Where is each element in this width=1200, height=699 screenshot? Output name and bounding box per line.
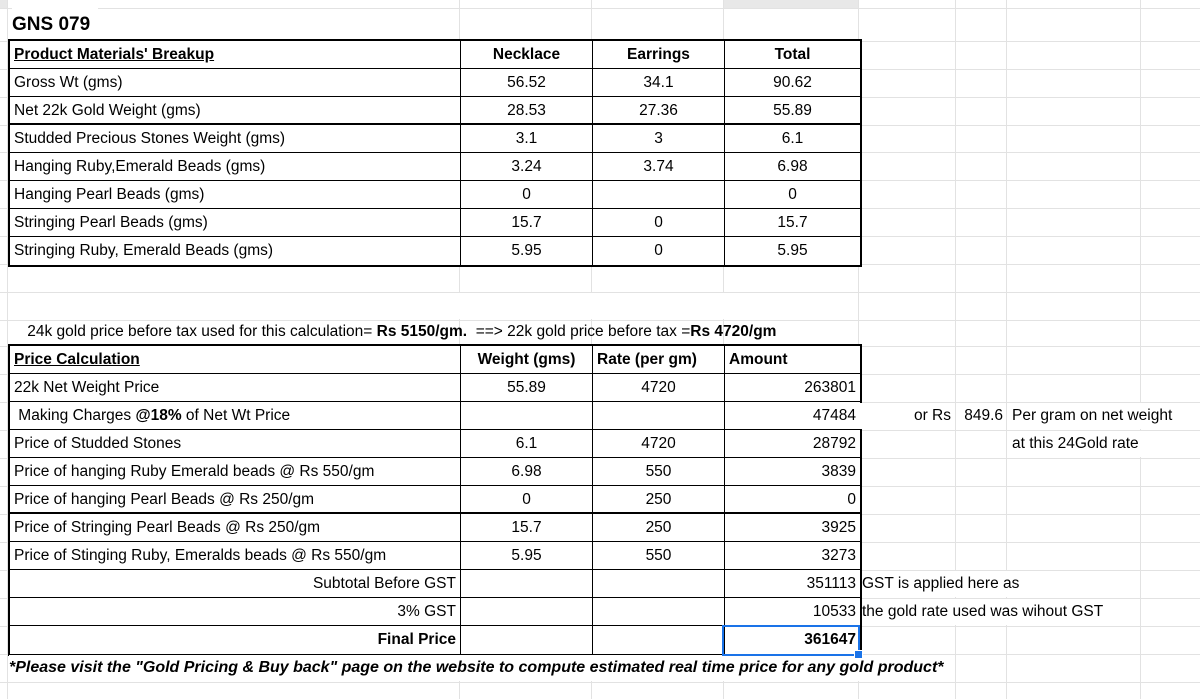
row-label-cell[interactable]: Studded Precious Stones Weight (gms) [10, 125, 461, 153]
subtotal-label-cell[interactable]: Subtotal Before GST [10, 570, 461, 598]
value-cell[interactable] [593, 402, 725, 430]
row-label-cell[interactable]: Net 22k Gold Weight (gms) [10, 97, 461, 125]
gold-price-note-text2: ==> 22k gold price before tax = [467, 323, 691, 340]
value-cell[interactable]: 34.1 [593, 69, 725, 97]
column-header-weight[interactable]: Weight (gms) [461, 346, 593, 374]
shaded-cell [0, 0, 7, 8]
gold-price-24k-value: Rs 5150/gm. [376, 323, 468, 340]
value-cell[interactable]: 0 [461, 486, 593, 514]
value-cell[interactable]: 550 [593, 542, 725, 570]
row-label-cell[interactable]: Price of Studded Stones [10, 430, 461, 458]
shaded-cell [724, 0, 858, 8]
value-cell[interactable]: 4720 [593, 430, 725, 458]
value-cell[interactable]: 250 [593, 486, 725, 514]
amount-cell[interactable]: 47484 [725, 402, 860, 430]
value-cell[interactable]: 6.1 [461, 430, 593, 458]
gold-price-note-text: 24k gold price before tax used for this calculation= [27, 323, 377, 340]
row-label-cell[interactable]: 22k Net Weight Price [10, 374, 461, 402]
value-cell[interactable]: 55.89 [725, 97, 860, 125]
value-cell[interactable]: 27.36 [593, 97, 725, 125]
selection-fill-handle[interactable] [854, 650, 863, 659]
value-cell[interactable]: 3.74 [593, 153, 725, 181]
value-cell[interactable]: 5.95 [461, 237, 593, 265]
value-cell[interactable]: 15.7 [461, 514, 593, 542]
label-text: Making Charges [14, 407, 136, 424]
amount-cell[interactable]: 3839 [725, 458, 860, 486]
gst-note-line1-cell[interactable]: GST is applied here as [862, 571, 1025, 597]
amount-cell[interactable]: 3273 [725, 542, 860, 570]
value-cell[interactable]: 3 [593, 125, 725, 153]
label-text: of Net Wt Price [181, 407, 291, 424]
price-table [8, 344, 862, 656]
row-label-cell[interactable]: Hanging Pearl Beads (gms) [10, 181, 461, 209]
column-header-amount[interactable]: Amount [725, 346, 860, 374]
final-price-amount-cell[interactable]: 361647 [804, 631, 856, 648]
final-price-label-cell[interactable]: Final Price [10, 626, 461, 654]
gst-label-cell[interactable]: 3% GST [10, 598, 461, 626]
row-label-cell[interactable]: Stringing Ruby, Emerald Beads (gms) [10, 237, 461, 265]
gridline-h [0, 682, 1200, 683]
materials-table [8, 39, 862, 267]
value-cell[interactable] [593, 626, 725, 654]
row-label-cell[interactable]: Gross Wt (gms) [10, 69, 461, 97]
row-label-cell[interactable]: Price of Stinging Ruby, Emeralds beads @ Rs 550/gm [10, 542, 461, 570]
value-cell[interactable]: 90.62 [725, 69, 860, 97]
selected-cell-outline[interactable] [722, 625, 860, 656]
column-header-total[interactable]: Total [725, 41, 860, 69]
value-cell[interactable]: 15.7 [725, 209, 860, 237]
row-label-cell[interactable]: Price of hanging Ruby Emerald beads @ Rs 550/gm [10, 458, 461, 486]
gold-price-note-cell[interactable] [10, 293, 782, 340]
value-cell[interactable]: 0 [461, 181, 593, 209]
materials-header-text: Product Materials' Breakup [14, 46, 215, 63]
materials-header-cell[interactable] [10, 41, 461, 69]
value-cell[interactable]: 250 [593, 514, 725, 542]
subtotal-amount-cell[interactable]: 351113 [725, 570, 860, 598]
gold-price-22k-value: Rs 4720/gm [690, 323, 777, 340]
per-gram-value-cell[interactable]: 849.6 [957, 403, 1006, 429]
price-header-cell[interactable] [10, 346, 461, 374]
amount-cell[interactable]: 0 [725, 486, 860, 514]
value-cell[interactable]: 0 [593, 237, 725, 265]
value-cell[interactable]: 6.98 [725, 153, 860, 181]
per-gram-text-cell[interactable]: Per gram on net weight [1012, 403, 1178, 429]
value-cell[interactable]: 15.7 [461, 209, 593, 237]
value-cell[interactable]: 4720 [593, 374, 725, 402]
value-cell[interactable]: 550 [593, 458, 725, 486]
value-cell[interactable] [593, 598, 725, 626]
value-cell[interactable]: 3.1 [461, 125, 593, 153]
value-cell[interactable]: 6.98 [461, 458, 593, 486]
amount-cell[interactable]: 263801 [725, 374, 860, 402]
product-code-cell[interactable]: GNS 079 [12, 8, 98, 41]
value-cell[interactable]: 3.24 [461, 153, 593, 181]
gridline-h [0, 8, 1200, 9]
price-header-text: Price Calculation [14, 351, 140, 368]
or-rs-cell[interactable]: or Rs [859, 403, 955, 429]
column-header-necklace[interactable]: Necklace [461, 41, 593, 69]
amount-cell[interactable]: 28792 [725, 430, 860, 458]
row-label-cell[interactable]: Price of Stringing Pearl Beads @ Rs 250/gm [10, 514, 461, 542]
value-cell[interactable] [593, 570, 725, 598]
row-label-cell[interactable]: Price of hanging Pearl Beads @ Rs 250/gm [10, 486, 461, 514]
gold-rate-text-cell[interactable]: at this 24Gold rate [1012, 431, 1145, 457]
footnote-cell[interactable]: *Please visit the "Gold Pricing & Buy back" page on the website to compute estimated real time price for any gold product* [9, 655, 952, 681]
value-cell[interactable] [461, 570, 593, 598]
value-cell[interactable] [461, 402, 593, 430]
row-label-cell[interactable]: Stringing Pearl Beads (gms) [10, 209, 461, 237]
value-cell[interactable]: 0 [725, 181, 860, 209]
value-cell[interactable]: 0 [593, 209, 725, 237]
column-header-earrings[interactable]: Earrings [593, 41, 725, 69]
value-cell[interactable] [461, 626, 593, 654]
value-cell[interactable]: 6.1 [725, 125, 860, 153]
value-cell[interactable] [593, 181, 725, 209]
gridline-v [1140, 0, 1141, 699]
column-header-rate[interactable]: Rate (per gm) [593, 346, 725, 374]
gst-amount-cell[interactable]: 10533 [725, 598, 860, 626]
value-cell[interactable]: 5.95 [777, 242, 808, 259]
value-cell[interactable] [461, 598, 593, 626]
value-cell[interactable]: 56.52 [461, 69, 593, 97]
value-cell[interactable]: 28.53 [461, 97, 593, 125]
row-label-cell[interactable] [10, 402, 461, 430]
value-cell[interactable]: 5.95 [461, 542, 593, 570]
row-label-cell[interactable]: Hanging Ruby,Emerald Beads (gms) [10, 153, 461, 181]
gst-note-line2-cell[interactable]: the gold rate used was wihout GST [862, 599, 1109, 625]
value-cell[interactable]: 55.89 [461, 374, 593, 402]
amount-cell[interactable]: 3925 [725, 514, 860, 542]
label-bold-text: @18% [135, 407, 182, 424]
